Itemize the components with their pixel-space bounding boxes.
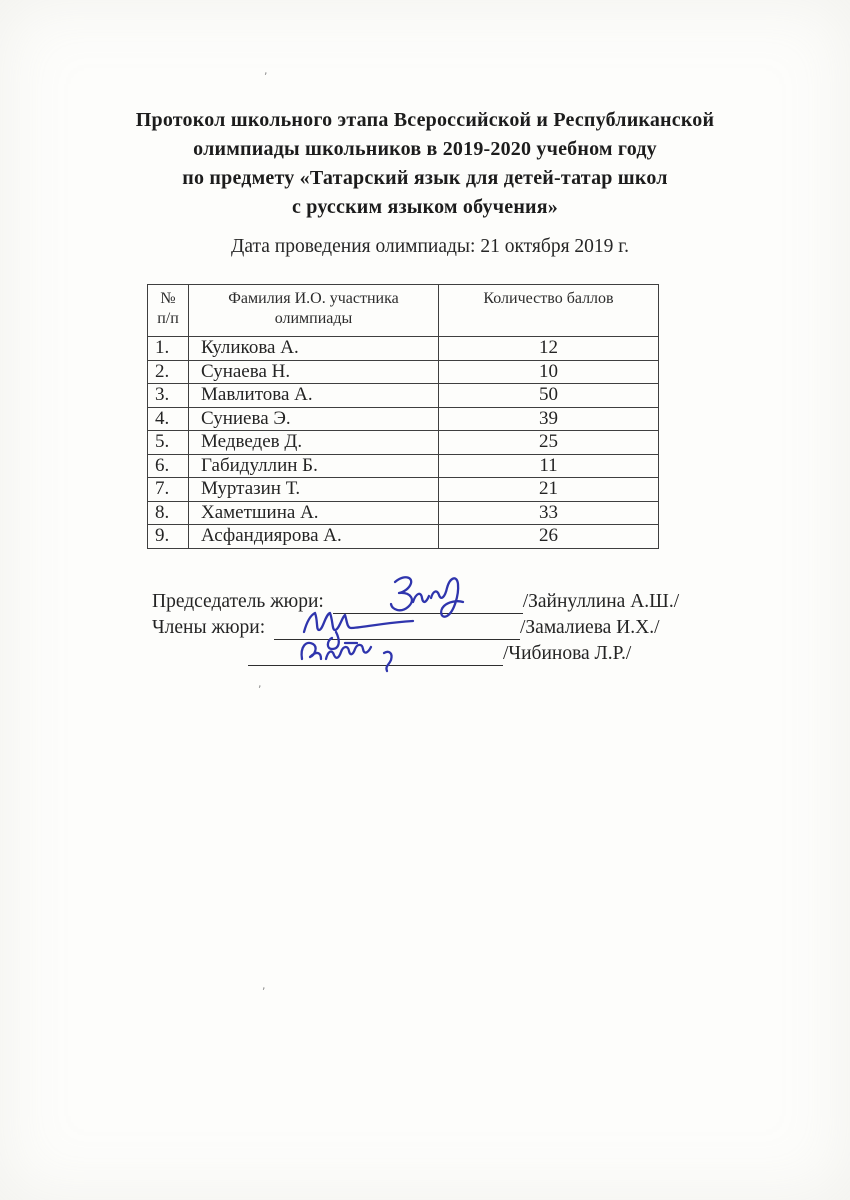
jury-name: /Чибинова Л.Р./ — [503, 643, 632, 664]
document-title — [0, 106, 850, 222]
cell-name: Медведев Д. — [189, 431, 439, 455]
title-line-1: Протокол школьного этапа Всероссийской и Республиканской — [135, 109, 715, 131]
cell-num: 6. — [148, 454, 189, 478]
jury-name: /Зайнуллина А.Ш./ — [522, 591, 680, 612]
cell-name: Суниева Э. — [189, 407, 439, 431]
table-row — [148, 337, 659, 361]
table-row — [148, 384, 659, 408]
cell-score: 33 — [439, 501, 659, 525]
signature-line-chairman — [152, 590, 712, 616]
cell-name: Асфандиярова А. — [189, 525, 439, 549]
header-score-label: Количество баллов — [483, 290, 614, 307]
table-row — [148, 360, 659, 384]
cell-score: 12 — [439, 337, 659, 361]
signature-line-member-2 — [152, 642, 712, 668]
cell-num: 8. — [148, 501, 189, 525]
header-num-line1: № — [160, 290, 176, 307]
table-row — [148, 478, 659, 502]
cell-score: 11 — [439, 454, 659, 478]
olympiad-date-line: Дата проведения олимпиады: 21 октября 2019 г. — [231, 236, 629, 257]
cell-num: 7. — [148, 478, 189, 502]
header-score — [439, 285, 659, 337]
signature-line-member-1 — [152, 616, 712, 642]
scan-speck: , — [262, 979, 266, 992]
header-name — [189, 285, 439, 337]
scan-speck: , — [258, 677, 262, 690]
header-name-line1: Фамилия И.О. участника — [228, 290, 399, 307]
cell-name: Мавлитова А. — [189, 384, 439, 408]
cell-num: 1. — [148, 337, 189, 361]
cell-name: Муртазин Т. — [189, 478, 439, 502]
cell-num: 5. — [148, 431, 189, 455]
signature-field — [333, 591, 523, 614]
title-line-3: по предмету «Татарский язык для детей-татар школ — [182, 167, 668, 189]
results-table — [147, 284, 659, 549]
header-num-line2: п/п — [157, 310, 179, 327]
chairman-label: Председатель жюри: — [152, 591, 324, 612]
signature-block — [152, 590, 712, 668]
table-row — [148, 525, 659, 549]
header-num — [148, 285, 189, 337]
cell-num: 9. — [148, 525, 189, 549]
table-row — [148, 407, 659, 431]
cell-score: 25 — [439, 431, 659, 455]
cell-score: 39 — [439, 407, 659, 431]
members-label: Члены жюри: — [152, 617, 266, 638]
cell-score: 26 — [439, 525, 659, 549]
cell-name: Габидуллин Б. — [189, 454, 439, 478]
signature-field — [248, 643, 503, 666]
table-row — [148, 454, 659, 478]
cell-name: Куликова А. — [189, 337, 439, 361]
cell-score: 10 — [439, 360, 659, 384]
table-row — [148, 501, 659, 525]
cell-num: 2. — [148, 360, 189, 384]
cell-score: 50 — [439, 384, 659, 408]
header-name-line2: олимпиады — [274, 310, 353, 327]
table-header-row — [148, 285, 659, 337]
title-line-2: олимпиады школьников в 2019-2020 учебном году — [193, 138, 657, 160]
title-line-4: с русским языком обучения» — [292, 196, 558, 218]
scan-speck: , — [264, 64, 268, 77]
cell-num: 4. — [148, 407, 189, 431]
table-row — [148, 431, 659, 455]
cell-score: 21 — [439, 478, 659, 502]
cell-name: Хаметшина А. — [189, 501, 439, 525]
signature-field — [274, 617, 520, 640]
jury-name: /Замалиева И.Х./ — [520, 617, 660, 638]
cell-name: Сунаева Н. — [189, 360, 439, 384]
cell-num: 3. — [148, 384, 189, 408]
